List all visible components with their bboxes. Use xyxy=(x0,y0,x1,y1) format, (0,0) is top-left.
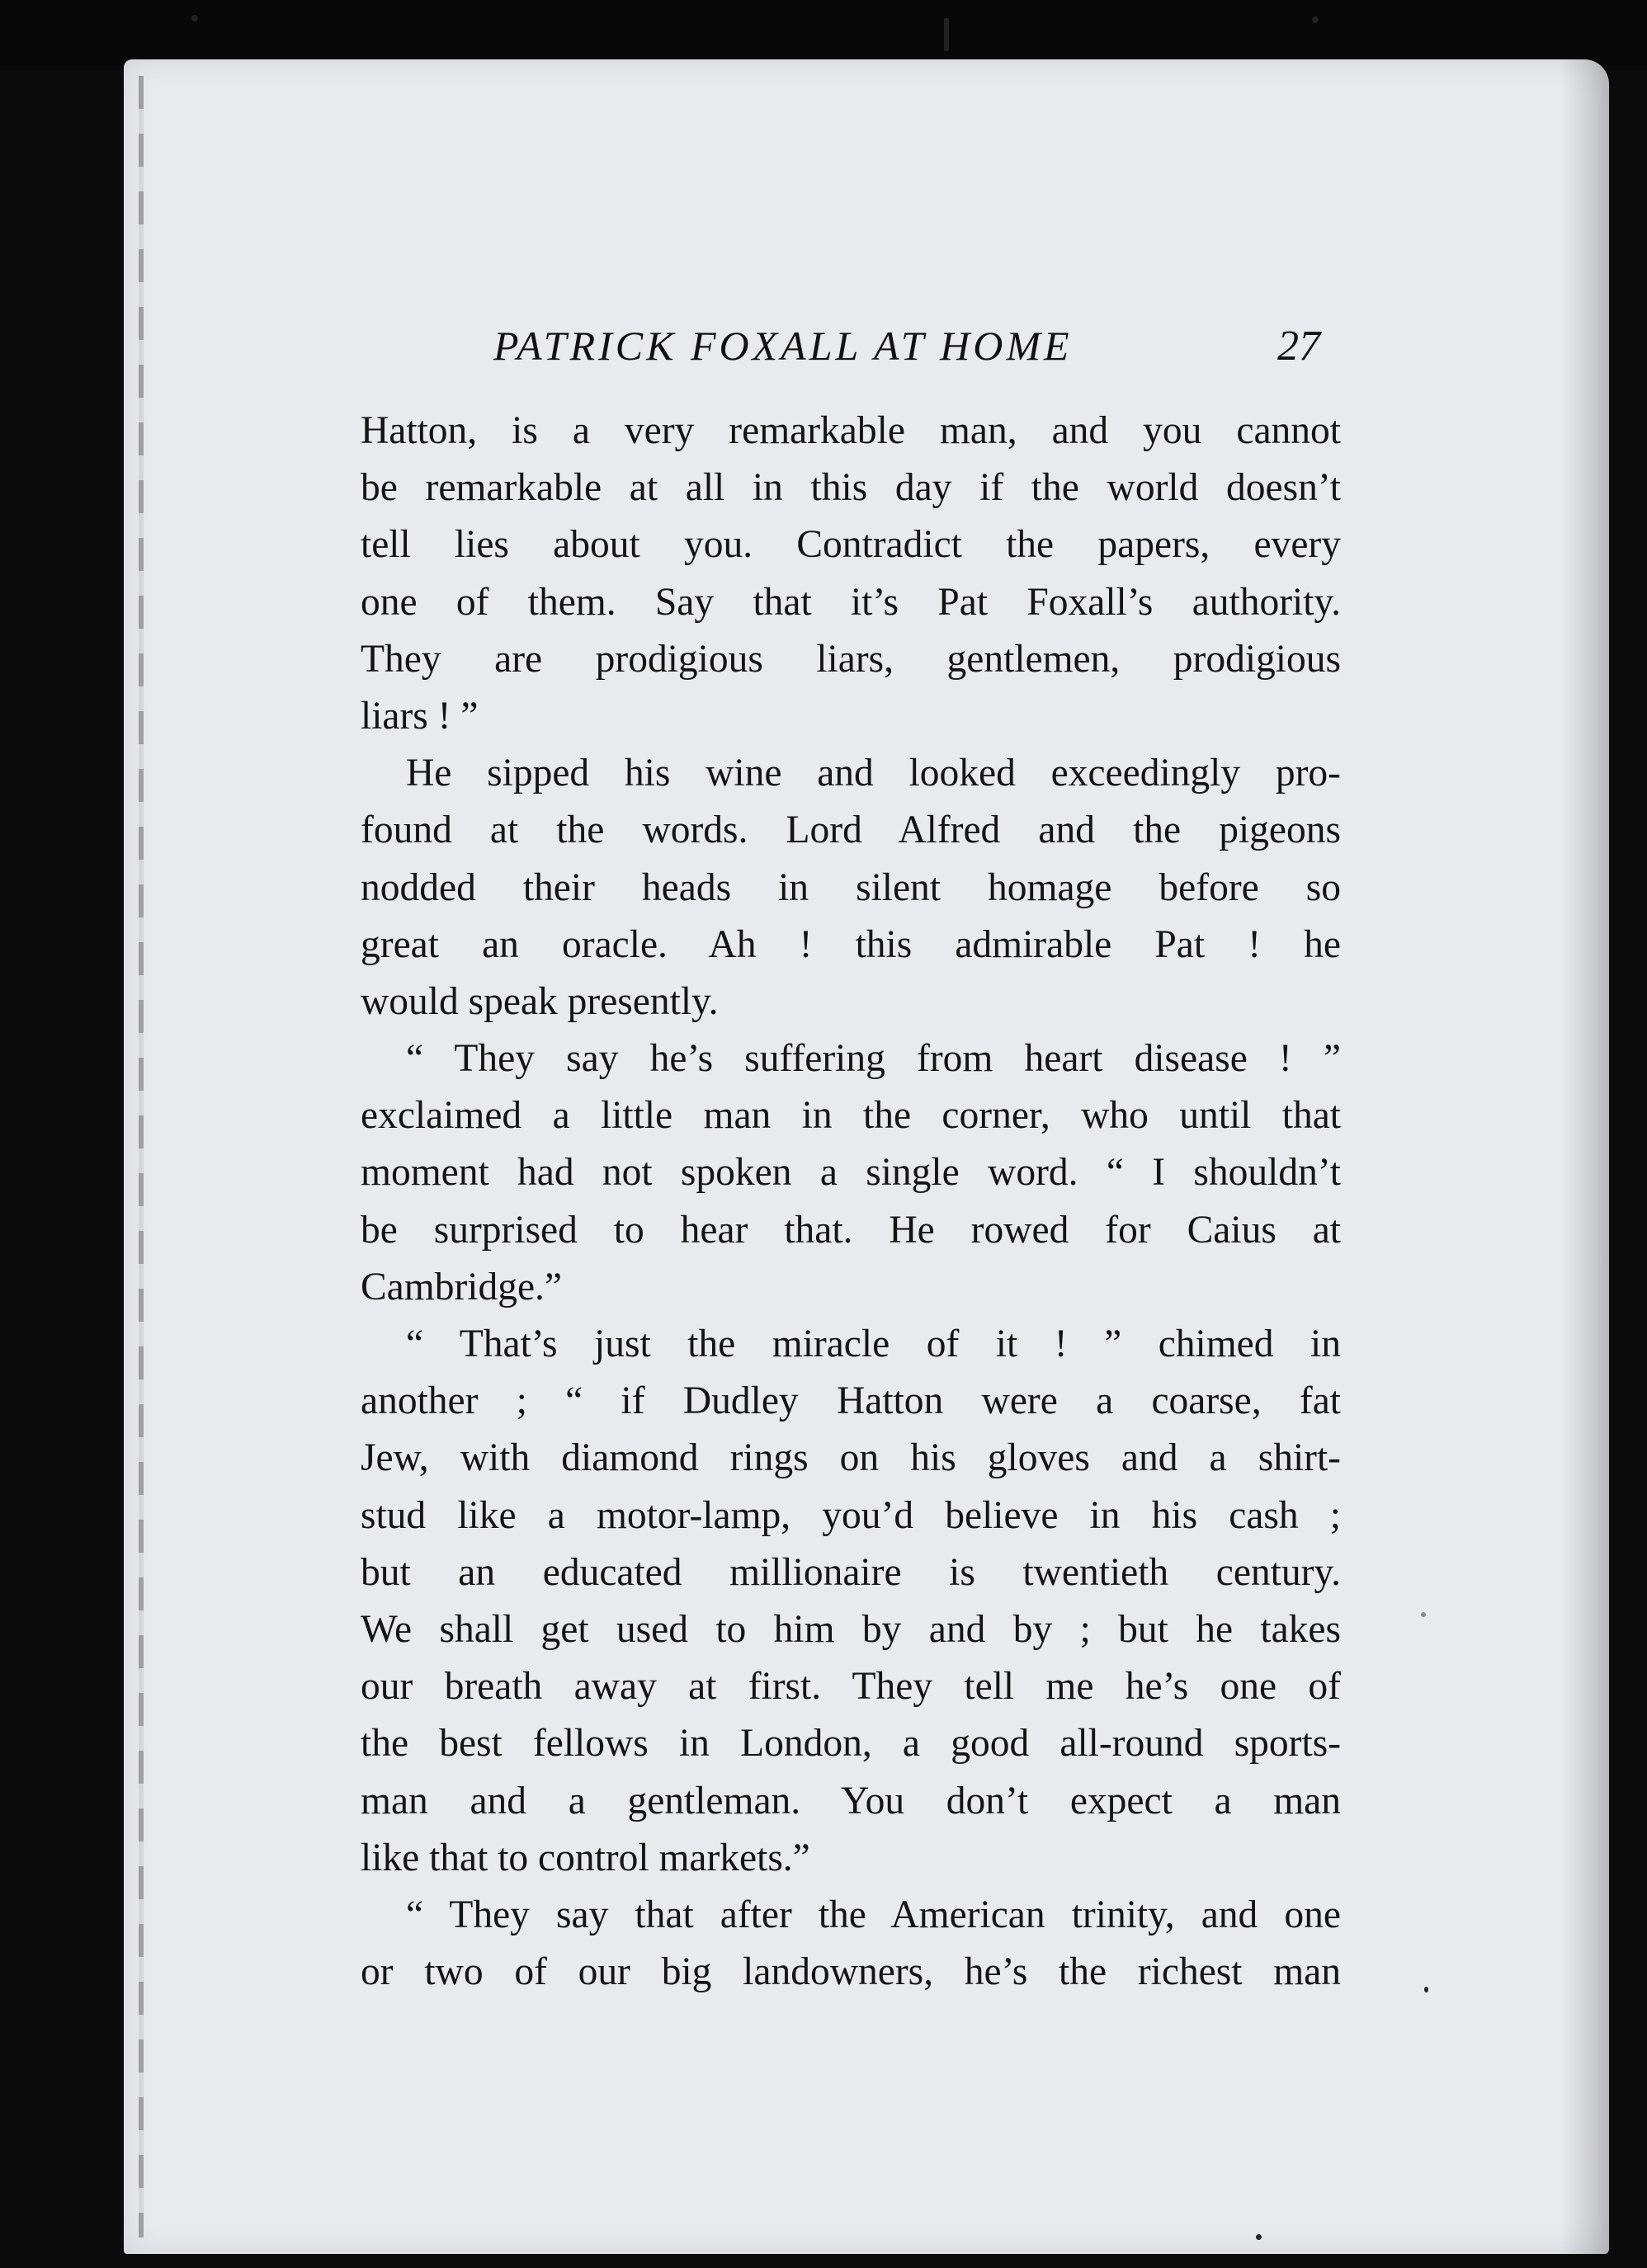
text-line: “ That’s just the miracle of it ! ” chimed in xyxy=(406,1323,1341,1365)
text-line: or two of our big landowners, he’s the richest man xyxy=(361,1950,1341,1994)
scan-speck xyxy=(944,18,949,51)
text-line: liars ! ” xyxy=(361,694,479,738)
text-line: Cambridge.” xyxy=(361,1265,563,1308)
page-gutter-edge xyxy=(139,76,144,2237)
text-line: another ; “ if Dudley Hatton were a coarse, fat xyxy=(361,1379,1341,1423)
scan-speck xyxy=(1256,2234,1262,2240)
page-fore-edge xyxy=(1560,59,1609,2254)
scan-border-top xyxy=(0,0,1647,66)
page-number: 27 xyxy=(1277,323,1320,370)
text-line: man and a gentleman. You don’t expect a man xyxy=(361,1779,1341,1822)
scan-speck xyxy=(191,15,198,21)
text-line: They are prodigious liars, gentlemen, prodigious xyxy=(361,637,1341,681)
text-line: but an educated millionaire is twentieth century. xyxy=(361,1550,1341,1594)
text-line: nodded their heads in silent homage before so xyxy=(361,865,1341,909)
text-line: be surprised to hear that. He rowed for Caius at xyxy=(361,1208,1341,1252)
text-line: Jew, with diamond rings on his gloves and a shirt- xyxy=(361,1436,1341,1480)
scan-speck xyxy=(1312,17,1319,23)
body-text xyxy=(361,403,1341,2001)
text-line: moment had not spoken a single word. “ I shouldn’t xyxy=(361,1151,1341,1195)
text-line: be remarkable at all in this day if the world doesn’t xyxy=(361,466,1341,510)
text-line: “ They say he’s suffering from heart disease ! ” xyxy=(406,1037,1341,1081)
text-line: like that to control markets.” xyxy=(361,1836,810,1879)
text-line: would speak presently. xyxy=(361,979,719,1023)
text-line: stud like a motor-lamp, you’d believe in his cash ; xyxy=(361,1493,1341,1537)
text-line: We shall get used to him by and by ; but he takes xyxy=(361,1607,1341,1651)
running-head xyxy=(370,322,1328,371)
text-line: found at the words. Lord Alfred and the pigeons xyxy=(361,809,1341,852)
text-line: tell lies about you. Contradict the papers, every xyxy=(361,523,1341,567)
scan-speck xyxy=(1421,1612,1426,1617)
text-line: the best fellows in London, a good all-round sports- xyxy=(361,1722,1341,1766)
text-line: He sipped his wine and looked exceedingly pro- xyxy=(406,752,1341,795)
text-line: our breath away at first. They tell me he’s one of xyxy=(361,1665,1341,1709)
running-head-title: PATRICK FOXALL AT HOME xyxy=(493,323,1073,369)
text-line: exclaimed a little man in the corner, who until that xyxy=(361,1094,1341,1138)
text-line: “ They say that after the American trinity, and one xyxy=(406,1893,1341,1936)
text-line: Hatton, is a very remarkable man, and you cannot xyxy=(361,409,1341,452)
text-line: one of them. Say that it’s Pat Foxall’s authority. xyxy=(361,580,1341,624)
text-line: great an oracle. Ah ! this admirable Pat ! he xyxy=(361,922,1341,966)
scan-speck xyxy=(1424,1987,1428,1992)
